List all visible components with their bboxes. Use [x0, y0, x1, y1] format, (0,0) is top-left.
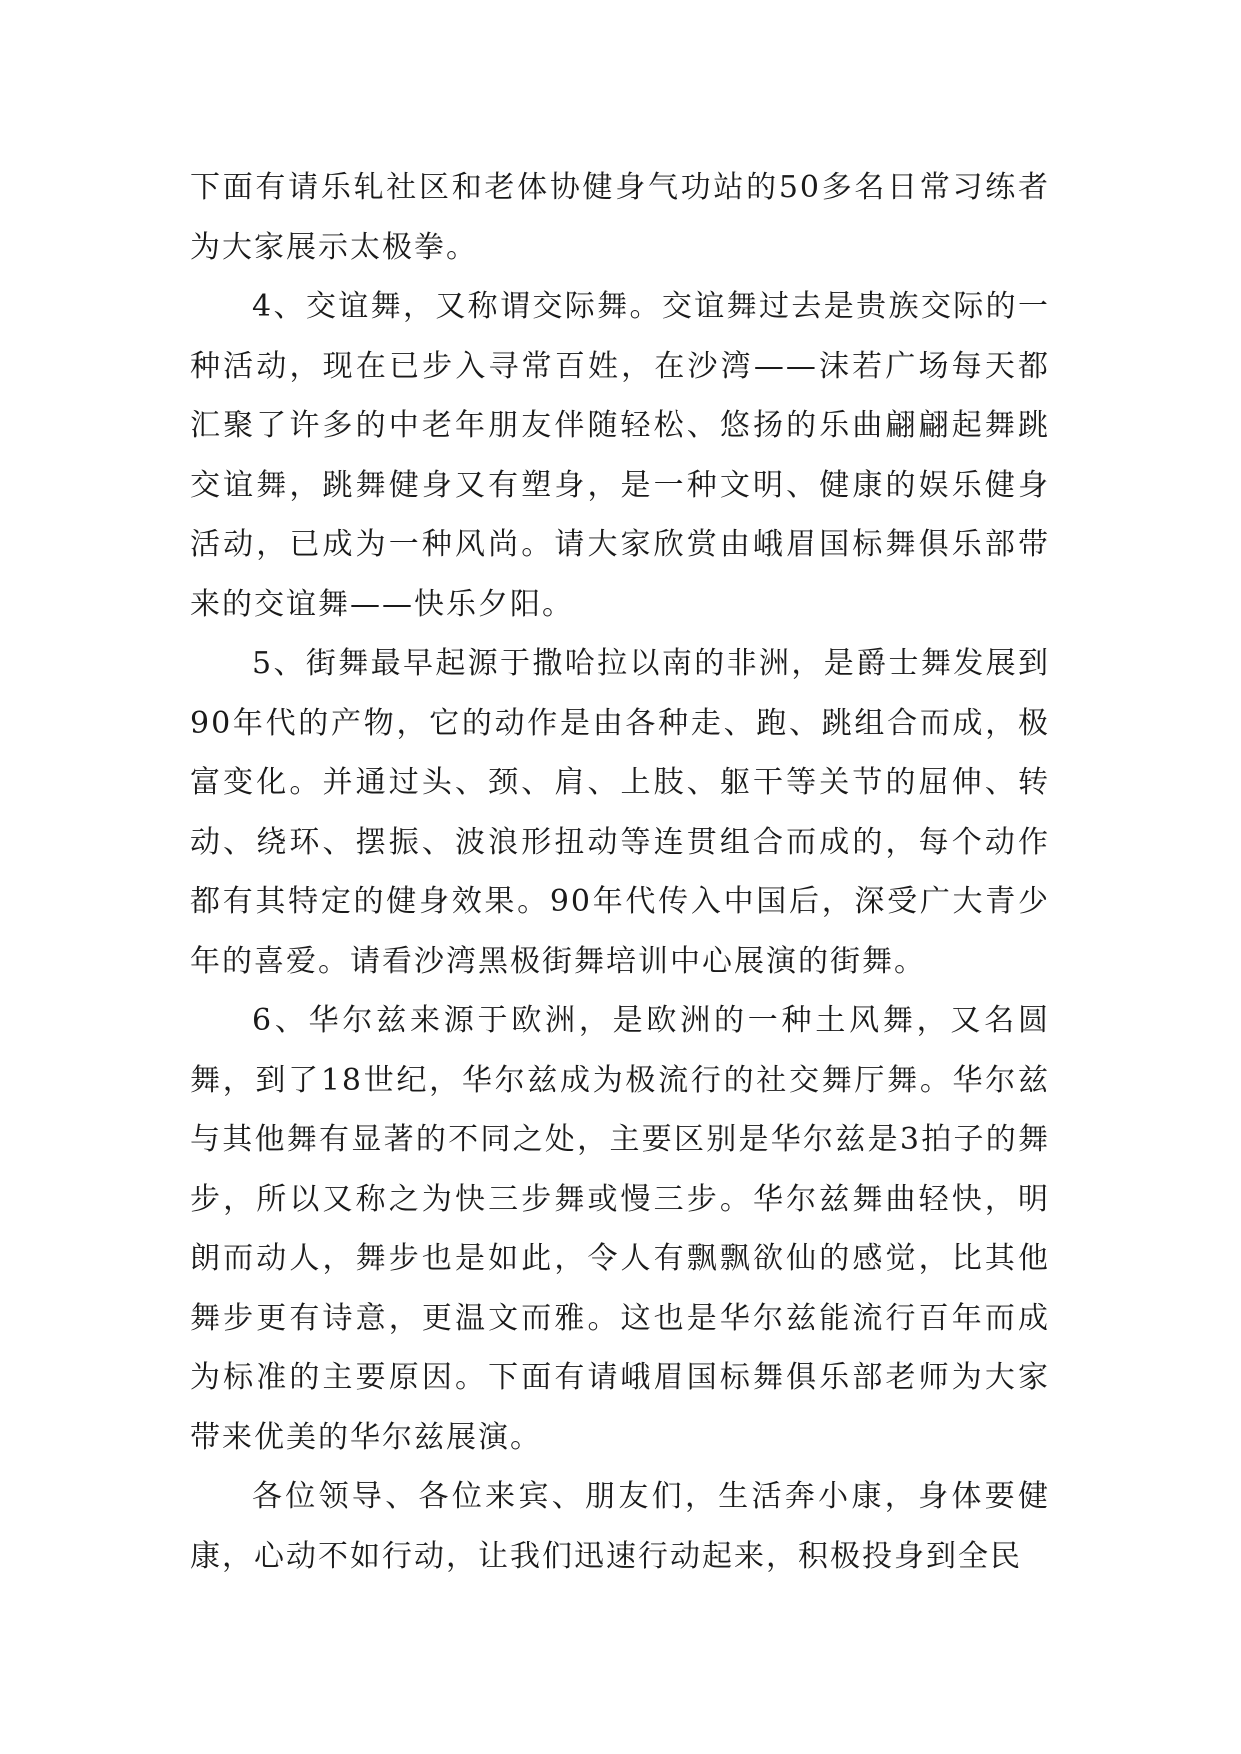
document-body [190, 158, 1050, 1586]
paragraph-street-dance: 5、街舞最早起源于撒哈拉以南的非洲，是爵士舞发展到90年代的产物，它的动作是由各种走、跑、跳组合而成，极富变化。并通过头、颈、肩、上肢、躯干等关节的屈伸、转动、绕环、摆振、波浪形扭动等连贯组合而成的，每个动作都有其特定的健身效果。90年代传入中国后，深受广大青少年的喜爱。请看沙湾黑极街舞培训中心展演的街舞。 [190, 646, 1050, 979]
paragraph-closing-remarks: 各位领导、各位来宾、朋友们，生活奔小康，身体要健康，心动不如行动，让我们迅速行动起来，积极投身到全民 [190, 1479, 1050, 1574]
paragraph-ballroom-dance: 4、交谊舞，又称谓交际舞。交谊舞过去是贵族交际的一种活动，现在已步入寻常百姓，在沙湾——沫若广场每天都汇聚了许多的中老年朋友伴随轻松、悠扬的乐曲翩翩起舞跳交谊舞，跳舞健身又有塑身，是一种文明、健康的娱乐健身活动，已成为一种风尚。请大家欣赏由峨眉国标舞俱乐部带来的交谊舞——快乐夕阳。 [190, 289, 1050, 622]
paragraph-waltz: 6、华尔兹来源于欧洲，是欧洲的一种土风舞，又名圆舞，到了18世纪，华尔兹成为极流行的社交舞厅舞。华尔兹与其他舞有显著的不同之处，主要区别是华尔兹是3拍子的舞步，所以又称之为快三步舞或慢三步。华尔兹舞曲轻快，明朗而动人，舞步也是如此，令人有飘飘欲仙的感觉，比其他舞步更有诗意，更温文而雅。这也是华尔兹能流行百年而成为标准的主要原因。下面有请峨眉国标舞俱乐部老师为大家带来优美的华尔兹展演。 [190, 1003, 1050, 1455]
paragraph-taiji-continuation: 下面有请乐轧社区和老体协健身气功站的50多名日常习练者为大家展示太极拳。 [190, 170, 1050, 265]
